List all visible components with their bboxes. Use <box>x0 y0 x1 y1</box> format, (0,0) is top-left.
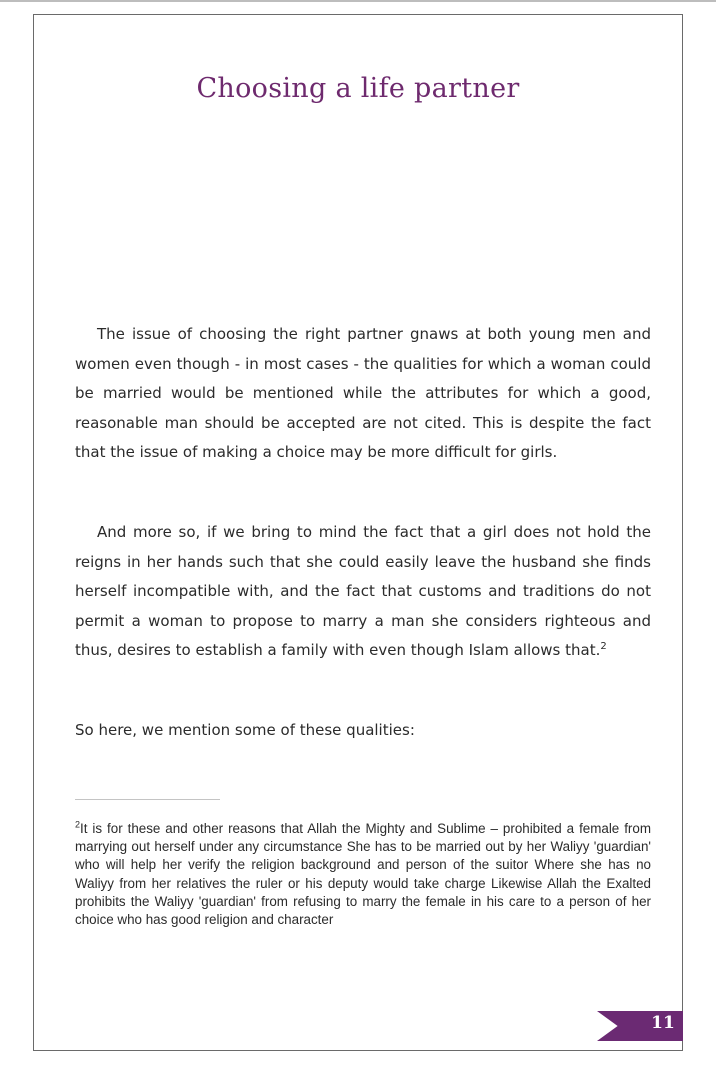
footnote <box>75 820 651 929</box>
footnote-text: It is for these and other reasons that Allah the Mighty and Sublime – prohibited a female from marrying out herself under any circumstance She has to be married out by her Waliyy 'guardian' who will help her verify the religion background and person of the suitor Where she has no Waliyy from her relatives the ruler or his deputy would take charge Likewise Allah the Exalted prohibits the Waliyy 'guardian' from refusing to marry the female in his care to a person of her choice who has good religion and character <box>75 821 651 928</box>
paragraph-1: The issue of choosing the right partner gnaws at both young men and women even though - in most cases - the qualities for which a woman could be married would be mentioned while the attributes for which a good, reasonable man should be accepted are not cited. This is despite the fact that the issue of making a choice may be more difficult for girls. <box>75 325 651 461</box>
book-page <box>33 14 683 1051</box>
top-rule <box>0 0 716 2</box>
footnote-divider <box>75 799 220 800</box>
footnote-reference: 2 <box>600 641 607 652</box>
paragraph-2-text: And more so, if we bring to mind the fact that a girl does not hold the reigns in her hands such that she could easily leave the husband she finds herself incompatible with, and the fact that customs and traditions do not permit a woman to propose to marry a man she considers righteous and thus, desires to establish a family with even though Islam allows that. <box>75 523 651 659</box>
paragraph-2 <box>75 518 651 666</box>
footnote-marker: 2 <box>75 819 81 830</box>
page-number: 11 <box>651 1013 675 1033</box>
page-title: Choosing a life partner <box>196 73 520 104</box>
paragraph-3: So here, we mention some of these qualities: <box>75 721 415 739</box>
